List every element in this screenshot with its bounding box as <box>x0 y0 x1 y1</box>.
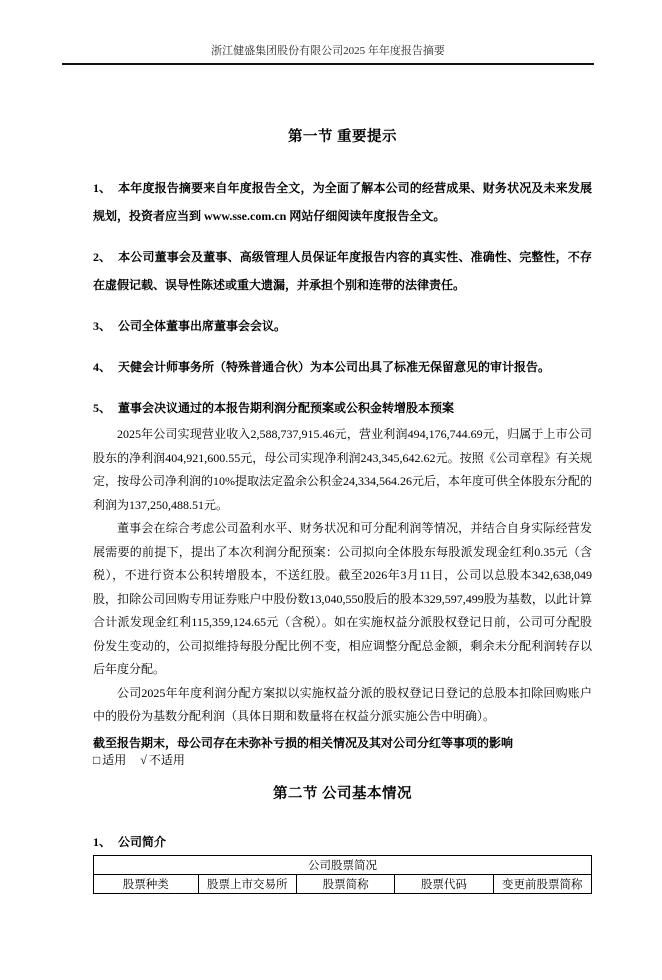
important-notice-items <box>93 174 592 422</box>
numbered-item-3 <box>93 312 592 340</box>
stock-table-header-cell: 变更前股票简称 <box>493 874 591 893</box>
stock-table-title-row <box>94 855 592 874</box>
stock-table-header-cell: 股票代码 <box>395 874 493 893</box>
stock-table-header-row <box>94 874 592 893</box>
checkbox-unchecked-icon: □ <box>93 752 101 767</box>
stock-table-header-cell: 股票简称 <box>296 874 394 893</box>
item-number: 3、 <box>93 319 112 333</box>
item-text: 本年度报告摘要来自年度报告全文，为全面了解本公司的经营成果、财务状况及未来发展规划，投资者应当到 www.sse.com.cn 网站仔细阅读年度报告全文。 <box>93 181 592 223</box>
item-text: 董事会决议通过的本报告期利润分配预案或公积金转增股本预案 <box>118 401 455 415</box>
report-header-title: 浙江健盛集团股份有限公司2025 年年度报告摘要 <box>211 45 445 57</box>
body-paragraph: 董事会在综合考虑公司盈利水平、财务状况和可分配利润等情况，并结合自身实际经营发展需要的前提下，提出了本次利润分配预案：公司拟向全体股东每股派发现金红利0.35元（含税），不进行资本公积转增股本，不送红股。截至2026年3月11日，公司以总股本342,638,049股，扣除公司回购专用证券账户中股份数13,040,550股后的股本329,597,499股为基数，以此计算合计派发现金红利115,359,124.65元（含税）。如在实施权益分派股权登记日前，公司可分配股份发生变动的，公司拟维持每股分配比例不变，相应调整分配总金额，剩余未分配利润转存以后年度分配。 <box>93 521 592 676</box>
item-number: 5、 <box>93 401 112 415</box>
company-profile-subheading <box>93 833 592 850</box>
section1-heading: 第一节 重要提示 <box>287 129 398 145</box>
document-header <box>62 44 594 65</box>
stock-table-header-cell: 股票上市交易所 <box>198 874 296 893</box>
not-applicable-label: 不适用 <box>148 752 185 767</box>
item-number: 4、 <box>93 360 112 374</box>
document-body <box>93 127 592 894</box>
item-text: 公司全体董事出席董事会会议。 <box>118 319 287 333</box>
profit-distribution-paragraphs <box>93 423 592 729</box>
checkmark-icon: √ <box>140 752 147 767</box>
numbered-item-4 <box>93 353 592 381</box>
section2-heading: 第二节 公司基本情况 <box>272 785 413 802</box>
item-number: 1、 <box>93 181 112 195</box>
item-text: 天健会计师事务所（特殊普通合伙）为本公司出具了标准无保留意见的审计报告。 <box>118 360 551 374</box>
subheading-text: 公司简介 <box>118 834 167 849</box>
body-paragraph: 公司2025年年度利润分配方案拟以实施权益分派的股权登记日登记的总股本扣除回购账户中的股份为基数分配利润（具体日期和数量将在权益分派实施公告中明确）。 <box>93 685 592 723</box>
item-number: 2、 <box>93 250 112 264</box>
stock-overview-table <box>93 855 592 894</box>
item-text: 本公司董事会及董事、高级管理人员保证年度报告内容的真实性、准确性、完整性，不存在虚假记载、误导性陈述或重大遗漏，并承担个别和连带的法律责任。 <box>93 250 592 292</box>
applicable-row <box>93 752 592 769</box>
uncovered-loss-note-heading: 截至报告期末，母公司存在未弥补亏损的相关情况及其对公司分红等事项的影响 <box>93 735 514 750</box>
numbered-item-5 <box>93 394 592 422</box>
numbered-item-1 <box>93 174 592 230</box>
stock-table-title: 公司股票简况 <box>94 855 592 874</box>
body-paragraph: 2025年公司实现营业收入2,588,737,915.46元，营业利润494,176,744.69元，归属于上市公司股东的净利润404,921,600.55元，母公司实现净利润243,345,642.62元。按照《公司章程》有关规定，按母公司净利润的10%提取法定盈余公积金24,334,564.26元后，本年度可供全体股东分配的利润为137,250,488.51元。 <box>93 427 592 512</box>
applicable-label: 适用 <box>102 752 127 767</box>
numbered-item-2 <box>93 243 592 299</box>
stock-table-header-cell: 股票种类 <box>94 874 199 893</box>
subheading-number: 1、 <box>93 834 112 849</box>
